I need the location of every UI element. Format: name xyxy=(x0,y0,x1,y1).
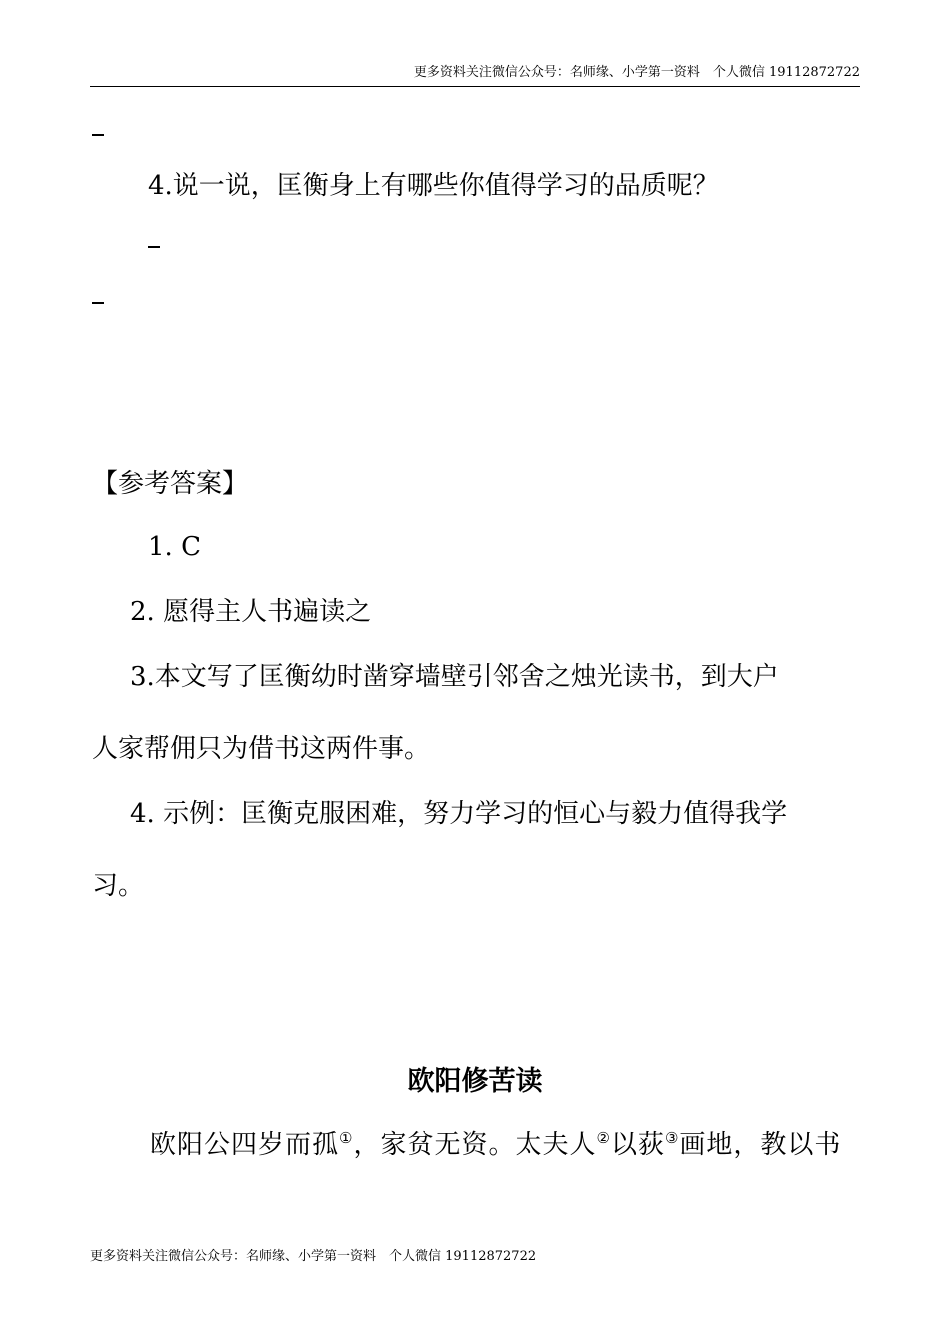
passage-seg-4: 画地，教以书 xyxy=(679,1130,842,1160)
footnote-2: ② xyxy=(596,1129,611,1147)
passage-seg-3: 以荻 xyxy=(610,1130,665,1160)
answer-blank-line xyxy=(92,134,104,136)
answer-blank-line xyxy=(148,246,160,248)
answer-1: 1. C xyxy=(148,532,201,562)
header-text: 更多资料关注微信公众号：名师缘、小学第一资料 个人微信 19112872722 xyxy=(413,65,860,80)
question-4: 4.说一说，匡衡身上有哪些你值得学习的品质呢？ xyxy=(148,171,719,201)
answer-3-line-1: 3.本文写了匡衡幼时凿穿墙壁引邻舍之烛光读书，到大户 xyxy=(130,662,779,692)
answers-heading: 【参考答案】 xyxy=(92,469,249,499)
answer-blank-line xyxy=(92,302,104,304)
answer-3-line-2: 人家帮佣只为借书这两件事。 xyxy=(92,734,431,764)
footnote-1: ① xyxy=(339,1129,354,1147)
passage-seg-2: ，家贫无资。太夫人 xyxy=(353,1130,597,1160)
answer-2: 2. 愿得主人书遍读之 xyxy=(130,597,372,627)
passage-line-1 xyxy=(150,1129,841,1161)
footnote-3: ③ xyxy=(664,1129,680,1147)
passage-title: 欧阳修苦读 xyxy=(407,1066,543,1097)
page-footer xyxy=(90,1248,536,1266)
footer-text: 更多资料关注微信公众号：名师缘、小学第一资料 个人微信 19112872722 xyxy=(90,1249,537,1264)
answer-4-line-1: 4. 示例：匡衡克服困难，努力学习的恒心与毅力值得我学 xyxy=(130,799,788,829)
answer-4-line-2: 习。 xyxy=(92,871,145,901)
passage-seg-1: 欧阳公四岁而孤 xyxy=(150,1130,340,1160)
page-header xyxy=(90,64,860,87)
